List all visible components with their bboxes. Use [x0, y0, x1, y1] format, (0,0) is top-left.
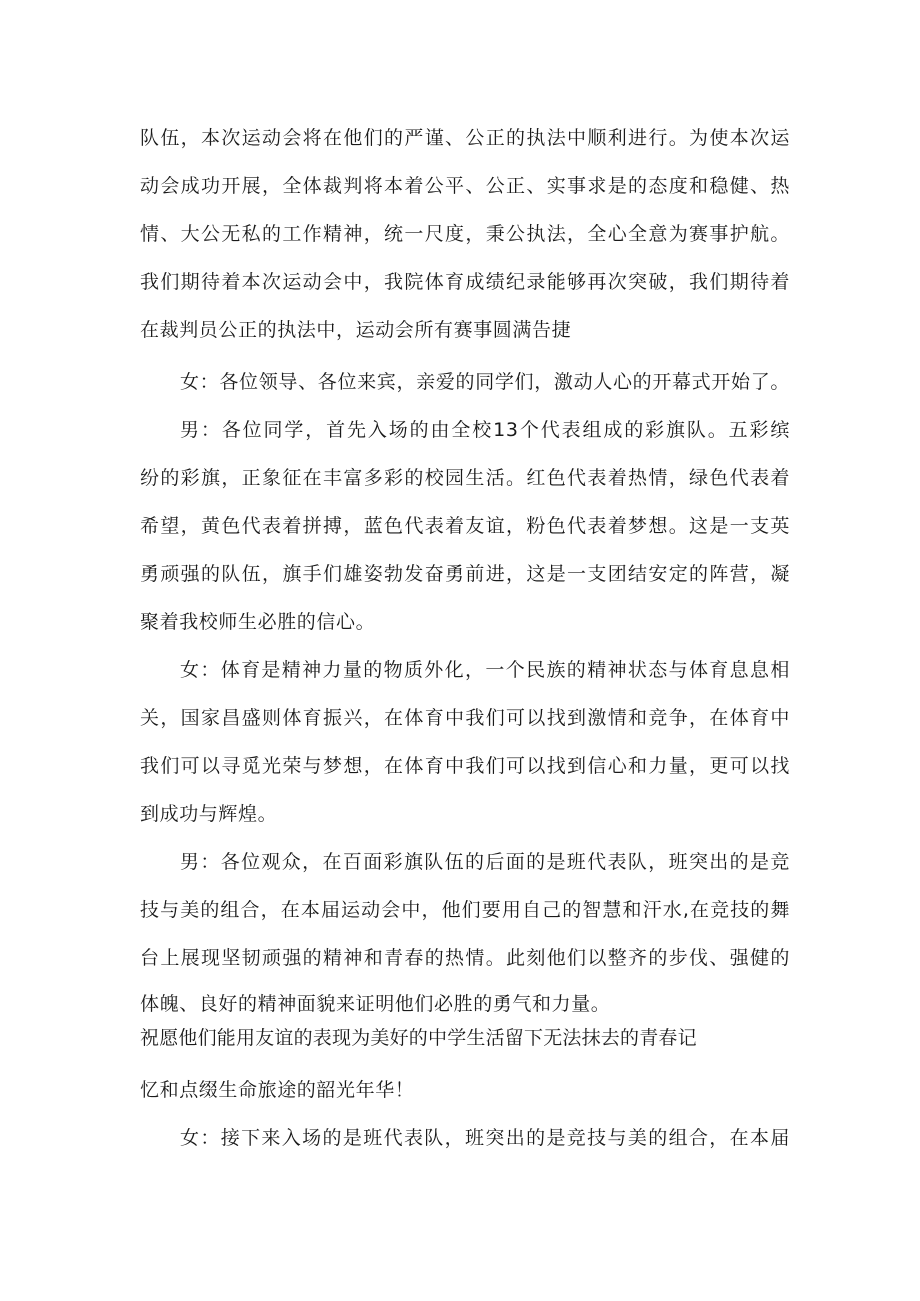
text-line: 体魄、良好的精神面貌来证明他们必胜的勇气和力量。: [140, 993, 611, 1015]
text-line: 台上展现坚韧顽强的精神和青春的热情。此刻他们以整齐的步伐、强健的: [140, 947, 790, 969]
text-line: 队伍，本次运动会将在他们的严谨、公正的执法中顺利进行。为使本次运: [140, 127, 790, 149]
text-line: 在裁判员公正的执法中，运动会所有赛事圆满告捷: [140, 319, 572, 341]
text-line: 祝愿他们能用友谊的表现为美好的中学生活留下无法抹去的青春记: [140, 1027, 697, 1049]
text-line: 技与美的组合，在本届运动会中，他们要用自己的智慧和汗水,在竞技的舞: [140, 899, 790, 921]
text-line: 希望，黄色代表着拼搏，蓝色代表着友谊，粉色代表着梦想。这是一支英: [140, 515, 790, 537]
paragraph-start-female: 女：接下来入场的是班代表队，班突出的是竞技与美的组合，在本届: [180, 1127, 790, 1149]
paragraph-start-female: 女：体育是精神力量的物质外化，一个民族的精神状态与体育息息相: [180, 659, 790, 681]
text-line: 我们期待着本次运动会中，我院体育成绩纪录能够再次突破，我们期待着: [140, 271, 790, 293]
text-line: 纷的彩旗，正象征在丰富多彩的校园生活。红色代表着热情，绿色代表着: [140, 467, 790, 489]
text-line: 动会成功开展，全体裁判将本着公平、公正、实事求是的态度和稳健、热: [140, 175, 790, 197]
text-line: 忆和点缀生命旅途的韶光年华！: [140, 1079, 415, 1101]
paragraph-start-male: 男：各位同学，首先入场的由全校13个代表组成的彩旗队。五彩缤: [180, 419, 790, 441]
paragraph-start-female: 女：各位领导、各位来宾，亲爱的同学们，激动人心的开幕式开始了。: [180, 371, 790, 393]
text-line: 勇顽强的队伍，旗手们雄姿勃发奋勇前进，这是一支团结安定的阵营，凝: [140, 563, 790, 585]
text-line: 聚着我校师生必胜的信心。: [140, 611, 376, 633]
text-line: 情、大公无私的工作精神，统一尺度，秉公执法，全心全意为赛事护航。: [140, 223, 790, 245]
paragraph-start-male: 男：各位观众，在百面彩旗队伍的后面的是班代表队，班突出的是竞: [180, 851, 790, 873]
text-line: 到成功与辉煌。: [140, 803, 278, 825]
text-line: 关，国家昌盛则体育振兴，在体育中我们可以找到激情和竞争，在体育中: [140, 707, 790, 729]
text-line: 我们可以寻觅光荣与梦想，在体育中我们可以找到信心和力量，更可以找: [140, 755, 790, 777]
